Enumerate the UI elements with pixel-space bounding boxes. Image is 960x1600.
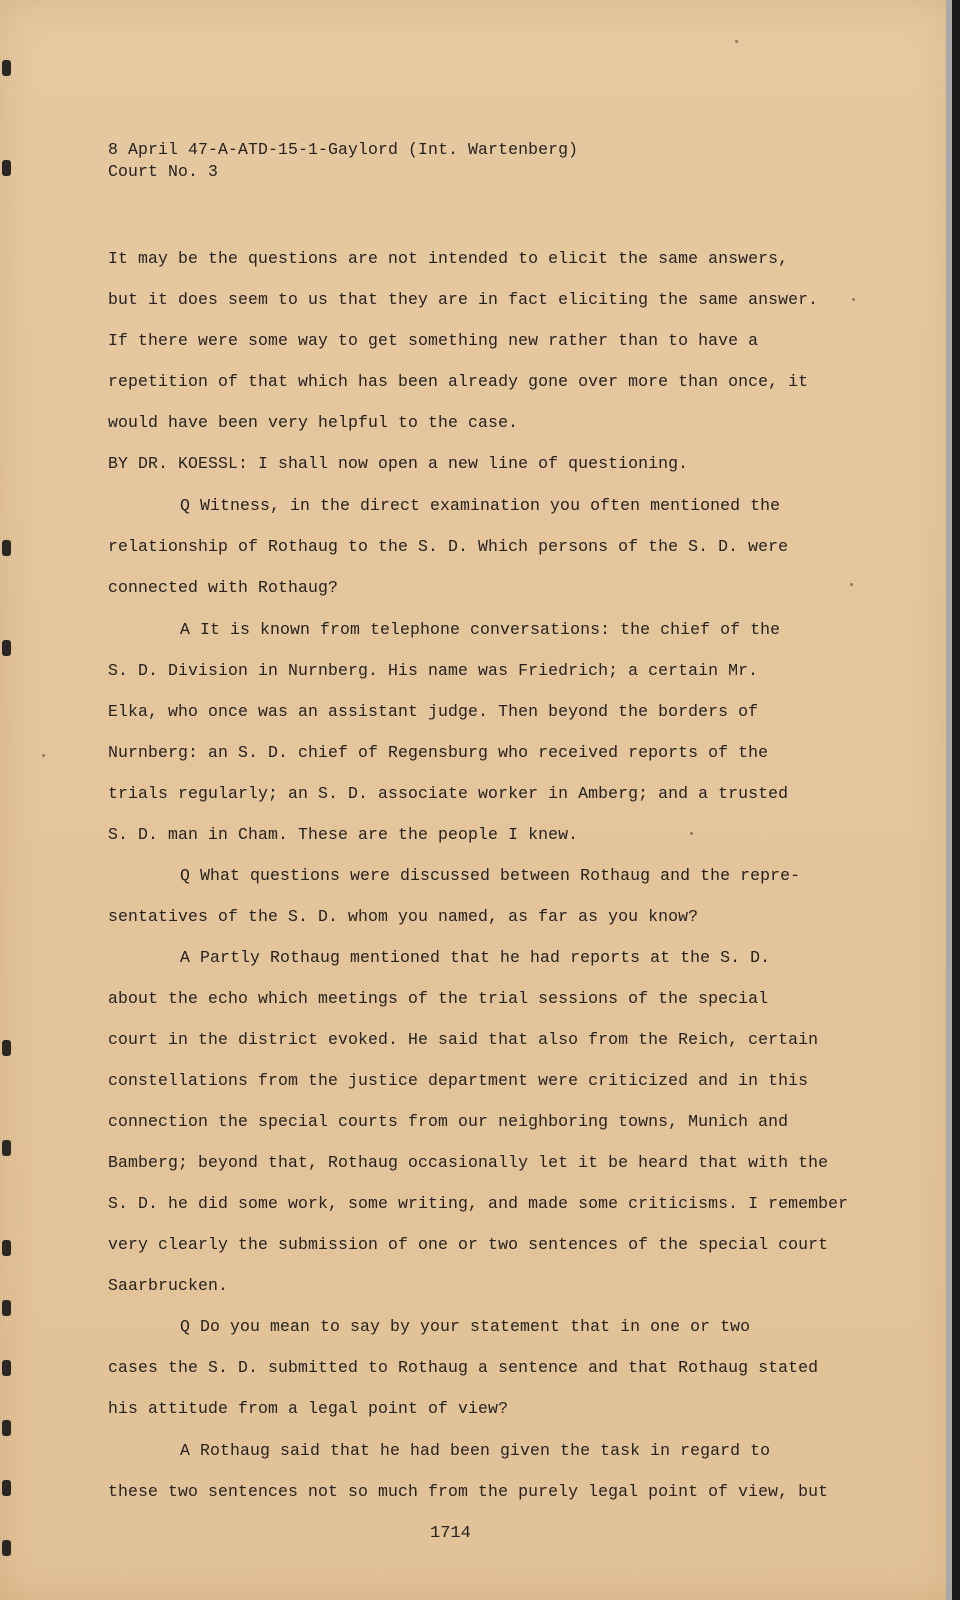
question-line: Q What questions were discussed between Rothaug and the repre-: [180, 866, 801, 885]
body-line: S. D. he did some work, some writing, and made some criticisms. I remember: [108, 1194, 849, 1213]
body-line: would have been very helpful to the case.: [108, 413, 519, 432]
body-line: Elka, who once was an assistant judge. Then beyond the borders of: [108, 702, 759, 721]
header-line-2: Court No. 3: [108, 162, 219, 181]
header-line-1: 8 April 47-A-ATD-15-1-Gaylord (Int. Wartenberg): [108, 140, 579, 159]
body-line: Saarbrucken.: [108, 1276, 229, 1295]
body-line: relationship of Rothaug to the S. D. Which persons of the S. D. were: [108, 537, 789, 556]
question-line: Q Witness, in the direct examination you often mentioned the: [180, 496, 781, 515]
answer-line: A It is known from telephone conversations: the chief of the: [180, 620, 781, 639]
body-line: S. D. man in Cham. These are the people I knew.: [108, 825, 579, 844]
examiner-line: BY DR. KOESSL: I shall now open a new line of questioning.: [108, 454, 689, 473]
body-line: his attitude from a legal point of view?: [108, 1399, 509, 1418]
answer-line: A Partly Rothaug mentioned that he had reports at the S. D.: [180, 948, 771, 967]
answer-line: A Rothaug said that he had been given the task in regard to: [180, 1441, 771, 1460]
body-line: constellations from the justice department were criticized and in this: [108, 1071, 809, 1090]
page-number: 1714: [430, 1524, 471, 1543]
body-line: S. D. Division in Nurnberg. His name was Friedrich; a certain Mr.: [108, 661, 759, 680]
body-line: sentatives of the S. D. whom you named, as far as you know?: [108, 907, 699, 926]
question-line: Q Do you mean to say by your statement that in one or two: [180, 1317, 751, 1336]
body-line: very clearly the submission of one or two sentences of the special court: [108, 1235, 829, 1254]
body-line: trials regularly; an S. D. associate worker in Amberg; and a trusted: [108, 784, 789, 803]
body-line: It may be the questions are not intended to elicit the same answers,: [108, 249, 789, 268]
body-line: connection the special courts from our neighboring towns, Munich and: [108, 1112, 789, 1131]
body-line: cases the S. D. submitted to Rothaug a sentence and that Rothaug stated: [108, 1358, 819, 1377]
body-line: Nurnberg: an S. D. chief of Regensburg who received reports of the: [108, 743, 769, 762]
body-line: but it does seem to us that they are in fact eliciting the same answer.: [108, 290, 819, 309]
body-line: about the echo which meetings of the trial sessions of the special: [108, 989, 769, 1008]
body-line: If there were some way to get something new rather than to have a: [108, 331, 759, 350]
body-line: court in the district evoked. He said that also from the Reich, certain: [108, 1030, 819, 1049]
body-line: connected with Rothaug?: [108, 578, 339, 597]
body-line: these two sentences not so much from the purely legal point of view, but: [108, 1482, 829, 1501]
body-line: repetition of that which has been already gone over more than once, it: [108, 372, 809, 391]
body-line: Bamberg; beyond that, Rothaug occasionally let it be heard that with the: [108, 1153, 829, 1172]
